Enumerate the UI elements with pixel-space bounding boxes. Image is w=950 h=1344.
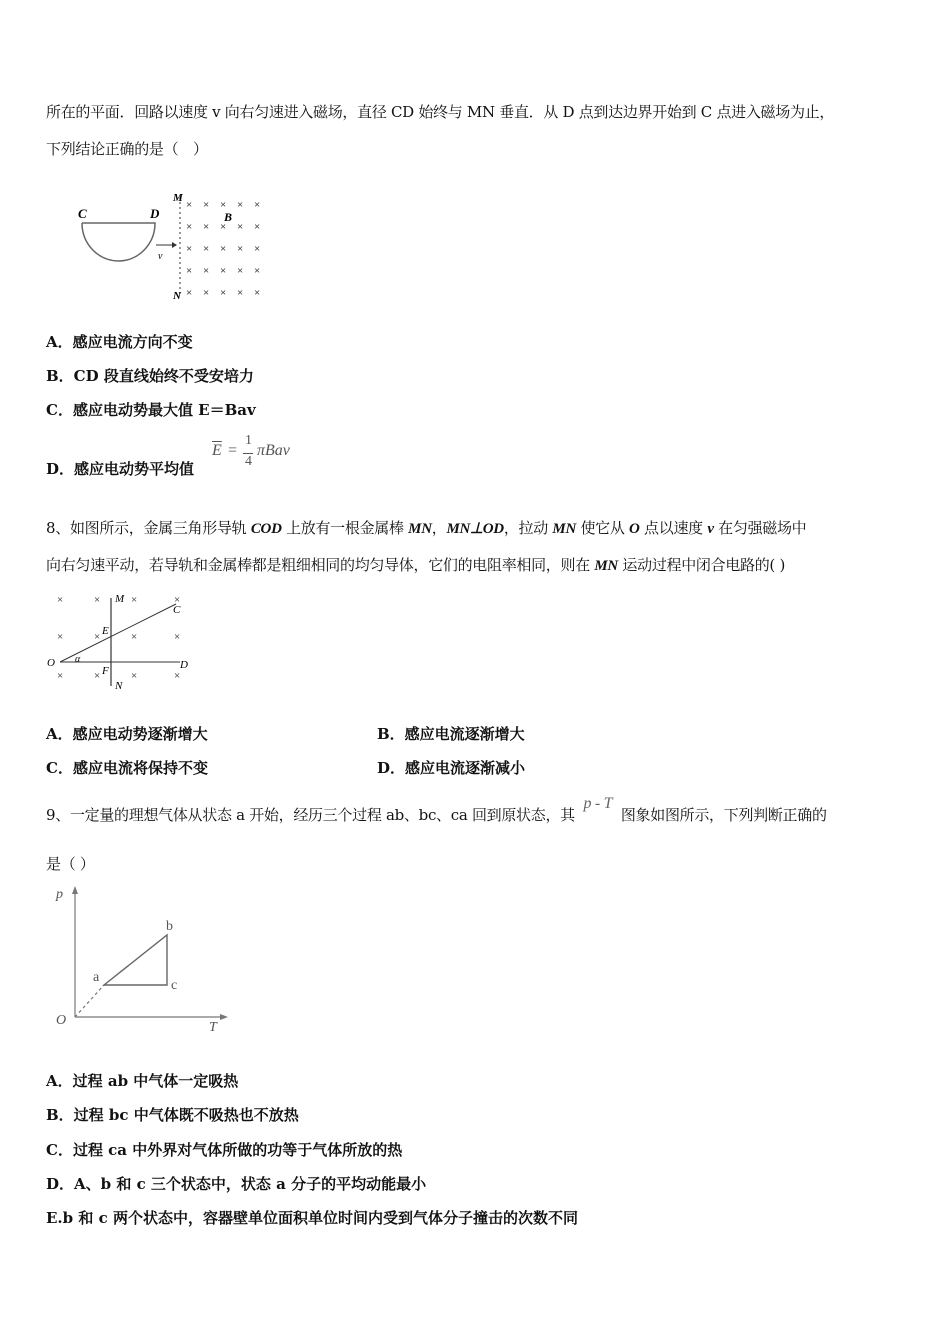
text: 图象如图所示，下列判断正确的 [620,806,827,824]
field-cross: × [220,287,227,299]
svg-text:×: × [131,631,138,643]
q8-option-d: D．感应电流逐渐减小 [377,759,526,777]
formula-den: 4 [245,454,252,469]
field-cross: × [237,287,244,299]
label-c: c [171,978,178,993]
svg-text:×: × [57,631,64,643]
svg-text:×: × [57,670,64,682]
q9-option-c: C．过程 ca 中外界对气体所做的功等于气体所放的热 [46,1141,403,1159]
math-MN: MN [594,558,618,574]
field-cross: × [237,221,244,233]
q8-option-b: B．感应电流逐渐增大 [377,725,525,743]
field-cross: × [220,221,227,233]
q8-stem-line1 [46,518,806,539]
q9-figure-pT-graph [46,880,236,1035]
q7-option-b: B．CD 段直线始终不受安培力 [46,367,254,385]
text: 上放有一根金属棒 [281,519,409,537]
q9-option-b: B．过程 bc 中气体既不吸热也不放热 [46,1106,299,1124]
magnetic-field-crosses [57,594,180,682]
label-M: M [115,593,125,605]
label-O: O [56,1013,67,1028]
q9-option-d: D．A、b 和 c 三个状态中，状态 a 分子的平均动能最小 [46,1175,427,1193]
math-MN-perp-OD: MN⊥OD [446,521,504,537]
math-O: O [629,521,640,537]
q7-stem-line1: 所在的平面．回路以速度 v 向右匀速进入磁场，直径 CD 始终与 MN 垂直．从 D 点到达边界开始到 C 点进入磁场为止， [46,103,835,121]
math-COD: COD [250,521,282,537]
q9-option-e: E.b 和 c 两个状态中，容器壁单位面积单位时间内受到气体分子撞击的次数不同 [46,1209,578,1227]
field-cross: × [254,199,261,211]
label-N: N [173,290,181,302]
formula-E: $\overline{E}$ [212,442,222,459]
formula-num: 1 [245,433,252,448]
text: 向右匀速平动，若导轨和金属棒都是粗细相同的均匀导体，它们的电阻率相同，则在 [46,556,595,574]
text: ， [431,519,447,537]
label-M: M [173,192,183,204]
label-B: B [224,210,233,224]
label-D: D [180,659,188,671]
field-cross: × [254,287,261,299]
math-v: v [707,521,714,537]
field-cross: × [186,265,193,277]
label-alpha: α [75,654,81,665]
q8-stem-line2 [46,555,785,576]
svg-text:×: × [57,594,64,606]
field-cross: × [220,199,227,211]
text: 点以速度 [639,519,708,537]
svg-text:×: × [94,670,101,682]
math-MN: MN [408,521,432,537]
label-C: C [78,206,87,221]
q8-option-c: C．感应电流将保持不变 [46,759,208,777]
semicircle-loop [82,223,155,261]
q7-stem-line2: 下列结论正确的是（ ） [46,140,208,158]
field-cross: × [237,265,244,277]
label-O: O [47,657,55,669]
svg-text:×: × [94,594,101,606]
text: 9、一定量的理想气体从状态 a 开始，经历三个过程 ab、bc、ca 回到原状态，其 [46,806,575,824]
field-cross: × [254,243,261,255]
q7-option-c: C．感应电动势最大值 E＝Bav [46,401,256,419]
label-D: D [150,206,160,221]
field-cross: × [203,243,210,255]
svg-text:×: × [174,631,181,643]
label-T: T [209,1020,217,1035]
field-cross: × [254,265,261,277]
average-emf-formula [212,433,312,481]
extension-dashed [75,985,104,1017]
text: ，拉动 [503,519,553,537]
text: 8、如图所示，金属三角形导轨 [46,519,251,537]
label-b: b [166,919,173,934]
q9-option-a: A．过程 ab 中气体一定吸热 [46,1072,239,1090]
field-cross: × [203,265,210,277]
svg-text:×: × [94,631,101,643]
label-a: a [93,970,100,985]
text: 运动过程中闭合电路的( ) [617,556,785,574]
label-F: F [102,665,109,677]
q7-option-d: D．感应电动势平均值 [46,460,195,478]
field-cross: × [203,221,210,233]
math-MN: MN [552,521,576,537]
field-cross: × [220,243,227,255]
formula-rest: πBav [257,442,290,459]
label-v: v [158,251,163,262]
svg-text:×: × [174,594,181,606]
field-cross: × [254,221,261,233]
q8-option-a: A．感应电动势逐渐增大 [46,725,208,743]
field-cross: × [237,243,244,255]
field-cross: × [203,287,210,299]
svg-text:×: × [131,594,138,606]
label-E: E [102,625,109,637]
label-N: N [115,680,123,692]
math-p-T: p - T [583,795,613,812]
field-cross: × [186,221,193,233]
field-cross: × [186,243,193,255]
text: 使它从 [576,519,630,537]
field-cross: × [220,265,227,277]
svg-text:×: × [174,670,181,682]
q7-figure-semicircle-field [60,185,290,310]
field-cross: × [237,199,244,211]
field-cross: × [203,199,210,211]
q9-stem-line1 [46,795,827,826]
svg-text:×: × [131,670,138,682]
formula-eq: = [228,442,238,459]
label-p: p [56,887,63,902]
label-C: C [173,604,181,616]
text: 在匀强磁场中 [713,519,807,537]
q9-stem-line2: 是（ ） [46,855,95,873]
q8-figure-triangle-rail [44,588,194,693]
field-cross: × [186,199,193,211]
cycle-abc [104,935,167,985]
q7-option-a: A．感应电流方向不变 [46,333,193,351]
field-cross: × [186,287,193,299]
